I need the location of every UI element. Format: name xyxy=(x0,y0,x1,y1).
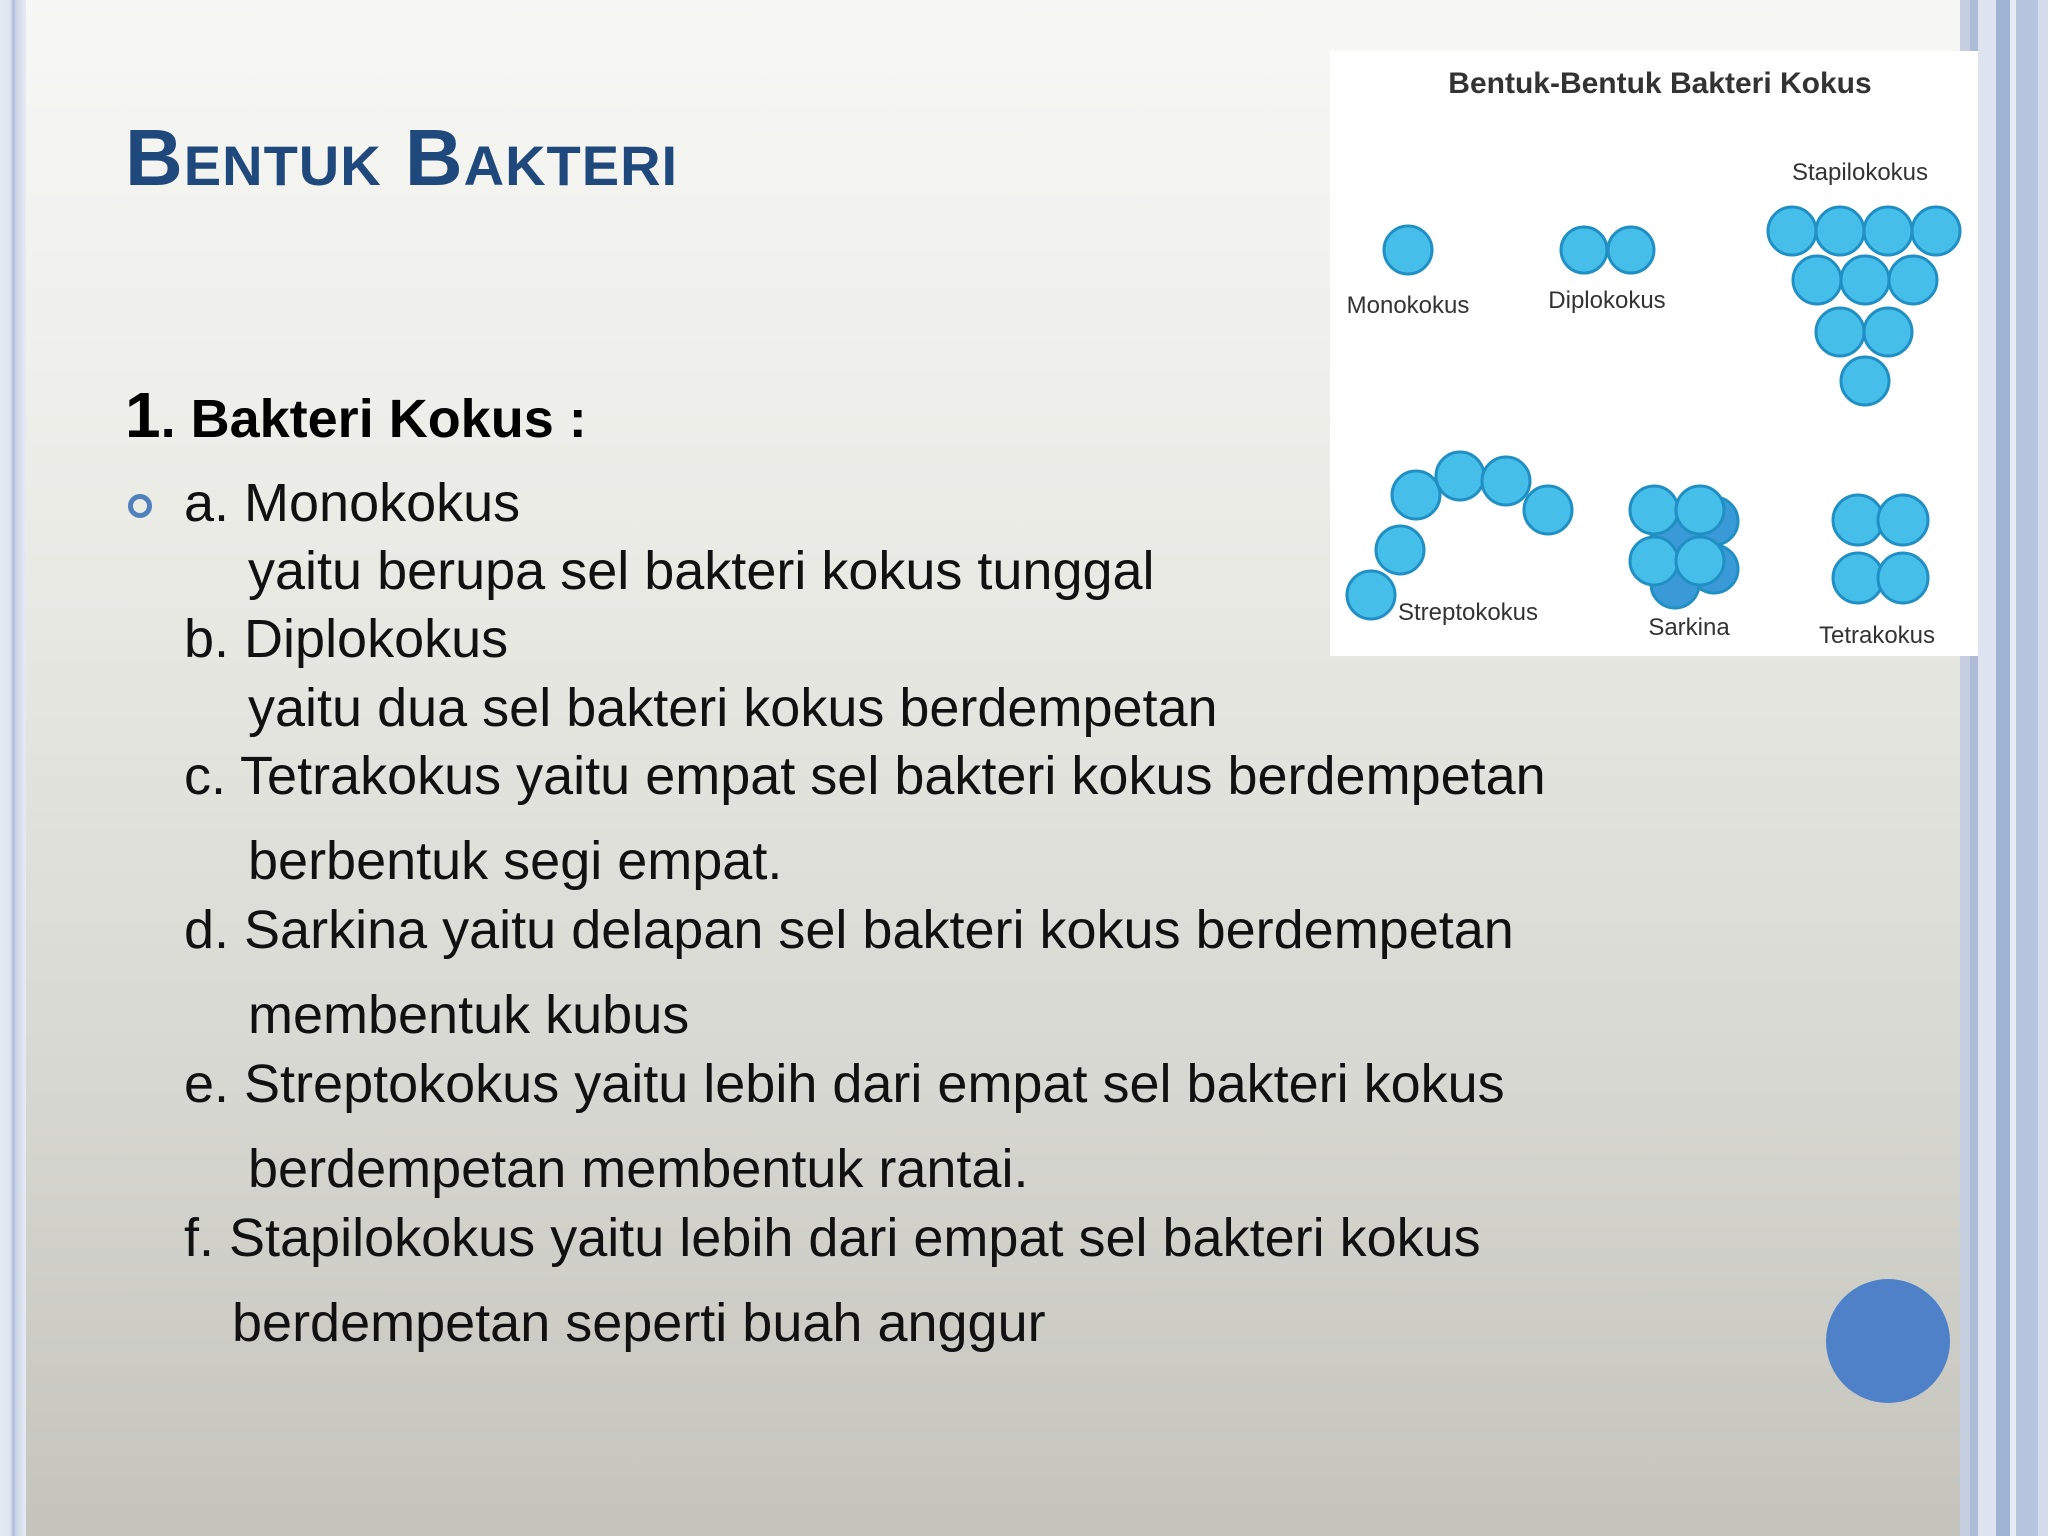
item-a-desc: yaitu berupa sel bakteri kokus tunggal xyxy=(248,541,1155,601)
heading-number: 1 xyxy=(125,379,161,451)
section-heading xyxy=(125,378,587,452)
item-d-line2: membentuk kubus xyxy=(248,985,690,1045)
staphylococcus-cell xyxy=(1816,308,1864,356)
heading-text: . Bakteri Kokus : xyxy=(160,389,587,449)
sarcina-cell xyxy=(1676,537,1724,585)
staphylococcus-cell xyxy=(1864,308,1912,356)
item-d-line1: d. Sarkina yaitu delapan sel bakteri kokus berdempetan xyxy=(184,900,1514,960)
item-b-desc: yaitu dua sel bakteri kokus berdempetan xyxy=(248,678,1218,738)
staphylococcus-cell xyxy=(1889,256,1937,304)
item-a-title: a. Monokokus xyxy=(184,473,521,533)
streptococcus-cell xyxy=(1436,452,1484,500)
bullet-icon xyxy=(128,494,152,518)
item-f-line2: berdempetan seperti buah anggur xyxy=(232,1293,1046,1353)
label-stapilokokus: Stapilokokus xyxy=(1791,159,1929,186)
item-b-title: b. Diplokokus xyxy=(184,609,509,669)
item-c-line2: berbentuk segi empat. xyxy=(248,831,783,891)
staphylococcus-cell xyxy=(1912,207,1960,255)
label-sarkina: Sarkina xyxy=(1648,614,1730,641)
item-e-line1: e. Streptokokus yaitu lebih dari empat sel bakteri kokus xyxy=(184,1054,1505,1114)
tetracoccus-cell xyxy=(1878,553,1928,603)
staphylococcus-cell xyxy=(1841,357,1889,405)
diplococcus-cell xyxy=(1608,227,1654,273)
decorative-circle xyxy=(1826,1279,1950,1403)
left-border-bar xyxy=(0,0,26,1536)
illustration-svg xyxy=(1330,51,1978,656)
label-streptokokus: Streptokokus xyxy=(1397,599,1539,626)
label-diplokokus: Diplokokus xyxy=(1548,287,1666,314)
staphylococcus-cell xyxy=(1841,256,1889,304)
streptococcus-cell xyxy=(1347,571,1395,619)
streptococcus-cell xyxy=(1376,526,1424,574)
item-e-line2: berdempetan membentuk rantai. xyxy=(248,1139,1029,1199)
staphylococcus-cell xyxy=(1768,207,1816,255)
item-f-line1: f. Stapilokokus yaitu lebih dari empat sel bakteri kokus xyxy=(184,1208,1481,1268)
staphylococcus-cell xyxy=(1816,207,1864,255)
label-monokokus: Monokokus xyxy=(1346,292,1470,319)
monococcus-cell xyxy=(1384,226,1432,274)
tetracoccus-cell xyxy=(1833,553,1883,603)
label-tetrakokus: Tetrakokus xyxy=(1818,622,1936,649)
streptococcus-cell xyxy=(1392,471,1440,519)
sarcina-cell xyxy=(1630,486,1678,534)
cells-group xyxy=(1347,207,1960,619)
tetracoccus-cell xyxy=(1833,495,1883,545)
streptococcus-cell xyxy=(1524,486,1572,534)
item-c-line1: c. Tetrakokus yaitu empat sel bakteri kokus berdempetan xyxy=(184,746,1546,806)
tetracoccus-cell xyxy=(1878,495,1928,545)
diplococcus-cell xyxy=(1561,227,1607,273)
slide-title: Bentuk Bakteri xyxy=(125,113,679,202)
sarcina-cell xyxy=(1630,537,1678,585)
sarcina-cell xyxy=(1676,486,1724,534)
illustration-title: Bentuk-Bentuk Bakteri Kokus xyxy=(1448,67,1872,100)
coccus-shapes-illustration xyxy=(1330,51,1978,656)
staphylococcus-cell xyxy=(1864,207,1912,255)
staphylococcus-cell xyxy=(1793,256,1841,304)
streptococcus-cell xyxy=(1482,457,1530,505)
